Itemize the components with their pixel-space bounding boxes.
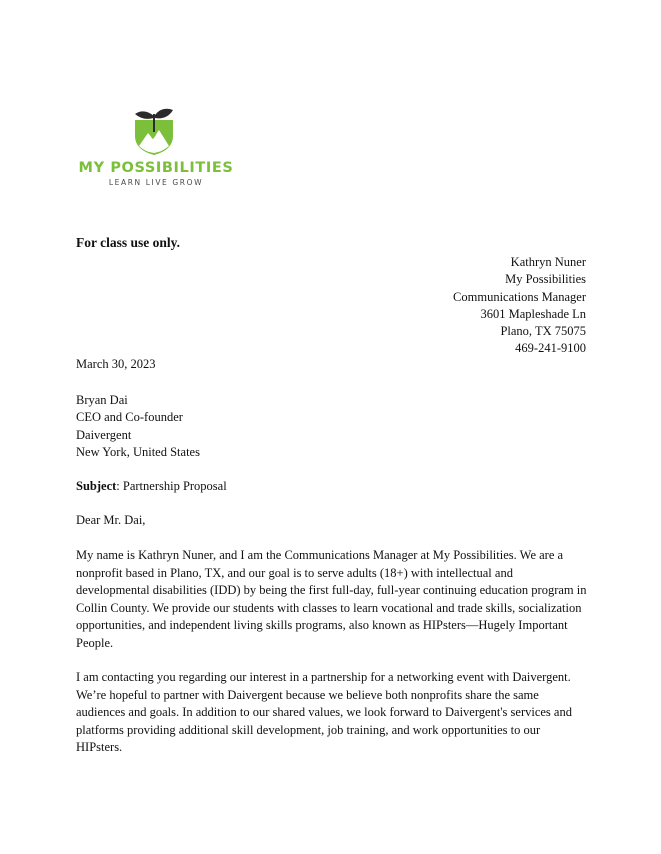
recipient-address-block — [76, 392, 200, 461]
logo-wordmark: MY POSSIBILITIES — [78, 160, 234, 176]
letter-date: March 30, 2023 — [76, 357, 156, 371]
sender-phone: 469-241-9100 — [515, 341, 586, 356]
sender-city: Plano, TX 75075 — [500, 324, 586, 339]
sender-name: Kathryn Nuner — [510, 255, 586, 269]
class-use-notice: For class use only. — [76, 235, 181, 250]
logo-tagline: LEARN LIVE GROW — [108, 178, 204, 187]
shield-sprout-icon — [131, 106, 177, 156]
subject-label: Subject — [76, 479, 117, 493]
sender-organization: My Possibilities — [505, 272, 586, 287]
salutation: Dear Mr. Dai, — [76, 513, 146, 527]
body-paragraph-intro: My name is Kathryn Nuner, and I am the Communications Manager at My Possibilities. We are a nonprofit based in Plano, TX, and our goal is to serve adults (18+) with intellectual and developmental disabilities (IDD) by being the first full-day, full-year continuing education program in Collin County. We provide our students with classes to learn vocational and trade skills, socialization opportunities, and independent living skills programs, also known as HIPsters—Hugely Important People. — [76, 548, 587, 650]
recipient-name: Bryan Dai — [76, 393, 128, 407]
subject-text: : Partnership Proposal — [116, 479, 227, 493]
body-paragraph-proposal: I am contacting you regarding our interest in a partnership for a networking event with Daivergent. We’re hopeful to partner with Daivergent because we believe both nonprofits share the same audiences and goals. In addition to our shared values, we look forward to Daivergent's services and platforms providing additional skill development, job training, and work opportunities to our HIPsters. — [76, 670, 572, 754]
recipient-title: CEO and Co-founder — [76, 410, 183, 425]
organization-logo — [76, 106, 236, 188]
sender-street: 3601 Mapleshade Ln — [480, 306, 586, 321]
subject-line — [76, 479, 227, 494]
sender-title: Communications Manager — [453, 289, 586, 304]
recipient-organization: Daivergent — [76, 427, 132, 442]
sender-address-block — [453, 254, 586, 358]
recipient-location: New York, United States — [76, 444, 200, 459]
